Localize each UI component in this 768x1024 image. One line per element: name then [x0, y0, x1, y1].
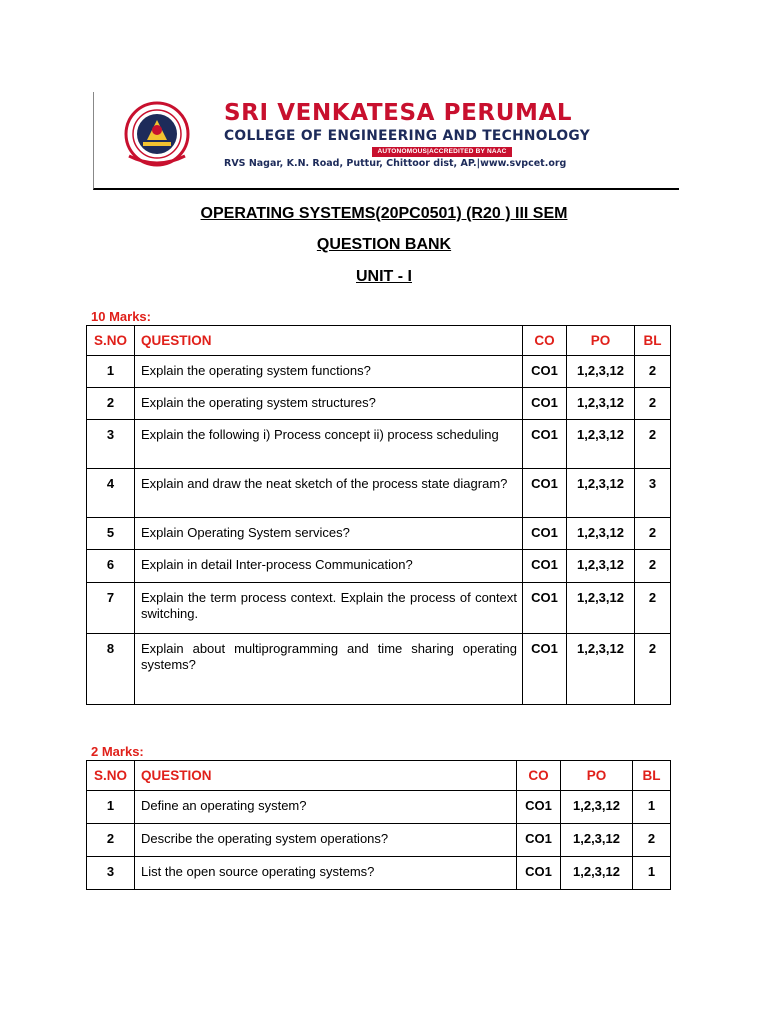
row-po: 1,2,3,12: [567, 518, 635, 550]
row-po: 1,2,3,12: [567, 634, 635, 705]
row-bl: 1: [633, 791, 671, 824]
row-po: 1,2,3,12: [561, 857, 633, 890]
row-question: Explain about multiprogramming and time sharing operating systems?: [135, 634, 523, 705]
row-bl: 2: [635, 634, 671, 705]
table-row: [87, 550, 671, 583]
row-po: 1,2,3,12: [567, 388, 635, 420]
col-header-po: PO: [561, 761, 633, 791]
college-name: SRI VENKATESA PERUMAL: [224, 100, 573, 126]
table-row: [87, 518, 671, 550]
section-label-2-marks: 2 Marks:: [91, 744, 144, 759]
row-po: 1,2,3,12: [561, 824, 633, 857]
table-row: [87, 791, 671, 824]
col-header-bl: BL: [633, 761, 671, 791]
table-row: [87, 824, 671, 857]
college-banner: [93, 92, 679, 190]
col-header-po: PO: [567, 326, 635, 356]
row-sno: 3: [87, 857, 135, 890]
col-header-bl: BL: [635, 326, 671, 356]
row-sno: 1: [87, 791, 135, 824]
row-sno: 1: [87, 356, 135, 388]
row-po: 1,2,3,12: [567, 583, 635, 634]
table-header-row: [87, 761, 671, 791]
row-po: 1,2,3,12: [567, 420, 635, 469]
row-co: CO1: [523, 583, 567, 634]
col-header-question: QUESTION: [135, 761, 517, 791]
section-label-10-marks: 10 Marks:: [91, 309, 151, 324]
col-header-question: QUESTION: [135, 326, 523, 356]
col-header-sno: S.NO: [87, 326, 135, 356]
row-sno: 5: [87, 518, 135, 550]
row-co: CO1: [523, 469, 567, 518]
row-question: Explain the operating system functions?: [135, 356, 523, 388]
row-bl: 2: [635, 583, 671, 634]
row-sno: 2: [87, 388, 135, 420]
row-bl: 2: [635, 420, 671, 469]
college-crest-logo: [103, 100, 211, 168]
row-po: 1,2,3,12: [561, 791, 633, 824]
row-bl: 3: [635, 469, 671, 518]
row-co: CO1: [523, 518, 567, 550]
college-address: RVS Nagar, K.N. Road, Puttur, Chittoor dist, AP.|www.svpcet.org: [224, 158, 567, 169]
row-question: Describe the operating system operations?: [135, 824, 517, 857]
row-po: 1,2,3,12: [567, 550, 635, 583]
row-co: CO1: [523, 420, 567, 469]
row-sno: 7: [87, 583, 135, 634]
row-co: CO1: [523, 356, 567, 388]
row-co: CO1: [523, 388, 567, 420]
course-title: OPERATING SYSTEMS(20PC0501) (R20 ) III SEM: [200, 205, 568, 222]
table-row: [87, 857, 671, 890]
col-header-co: CO: [523, 326, 567, 356]
row-bl: 2: [635, 356, 671, 388]
row-co: CO1: [523, 634, 567, 705]
table-header-row: [87, 326, 671, 356]
college-subtitle: COLLEGE OF ENGINEERING AND TECHNOLOGY: [224, 128, 591, 144]
table-row: [87, 388, 671, 420]
col-header-co: CO: [517, 761, 561, 791]
row-co: CO1: [523, 550, 567, 583]
row-bl: 2: [633, 824, 671, 857]
table-row: [87, 356, 671, 388]
two-marks-table: [86, 760, 671, 890]
row-bl: 2: [635, 518, 671, 550]
accreditation-badge: AUTONOMOUS|ACCREDITED BY NAAC: [372, 147, 512, 157]
row-sno: 2: [87, 824, 135, 857]
row-question: Explain in detail Inter-process Communication?: [135, 550, 523, 583]
row-question: Explain and draw the neat sketch of the process state diagram?: [135, 469, 523, 518]
row-sno: 8: [87, 634, 135, 705]
row-co: CO1: [517, 857, 561, 890]
row-question: Explain the operating system structures?: [135, 388, 523, 420]
table-row: [87, 469, 671, 518]
table-row: [87, 583, 671, 634]
row-question: Explain Operating System services?: [135, 518, 523, 550]
row-bl: 1: [633, 857, 671, 890]
table-row: [87, 420, 671, 469]
row-question: Define an operating system?: [135, 791, 517, 824]
ten-marks-table: [86, 325, 671, 705]
row-co: CO1: [517, 791, 561, 824]
row-bl: 2: [635, 550, 671, 583]
row-question: List the open source operating systems?: [135, 857, 517, 890]
table-row: [87, 634, 671, 705]
col-header-sno: S.NO: [87, 761, 135, 791]
row-sno: 6: [87, 550, 135, 583]
row-po: 1,2,3,12: [567, 356, 635, 388]
row-sno: 3: [87, 420, 135, 469]
row-bl: 2: [635, 388, 671, 420]
row-co: CO1: [517, 824, 561, 857]
unit-title: UNIT - I: [356, 268, 412, 285]
row-po: 1,2,3,12: [567, 469, 635, 518]
row-sno: 4: [87, 469, 135, 518]
row-question: Explain the following i) Process concept ii) process scheduling: [135, 420, 523, 469]
row-question: Explain the term process context. Explain the process of context switching.: [135, 583, 523, 634]
question-bank-title: QUESTION BANK: [316, 236, 452, 253]
